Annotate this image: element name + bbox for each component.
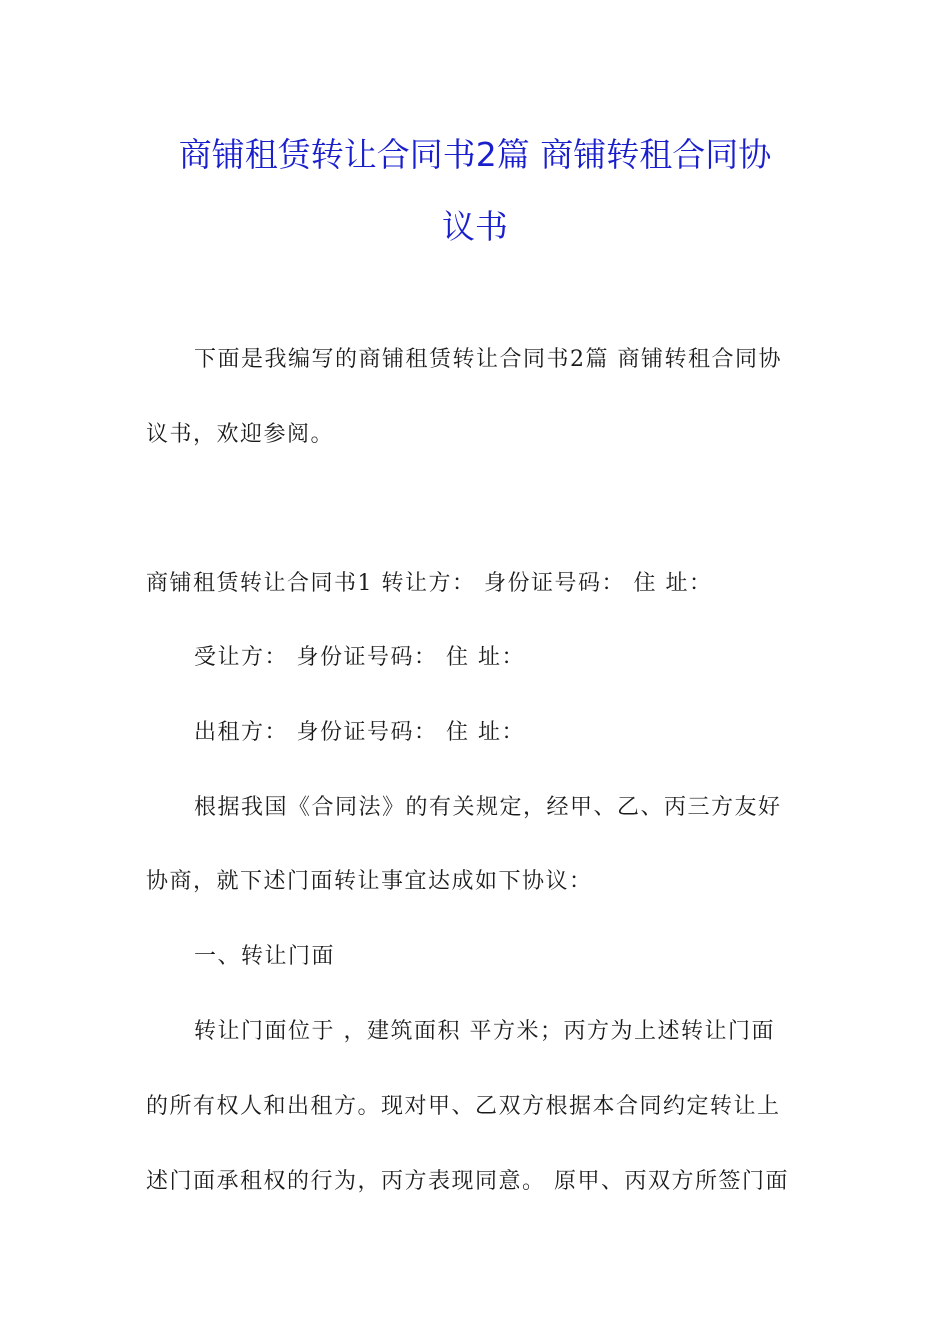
clause-line-3: 述门面承租权的行为，丙方表现同意。 原甲、丙双方所签门面 xyxy=(146,1169,789,1194)
document-title-line-2: 议书 xyxy=(442,207,508,246)
clause-line-2: 的所有权人和出租方。现对甲、乙双方根据本合同约定转让上 xyxy=(146,1094,781,1119)
lessor-line: 出租方： 身份证号码： 住 址： xyxy=(194,720,525,745)
transferee-line: 受让方： 身份证号码： 住 址： xyxy=(194,645,525,670)
section-heading-1: 一、转让门面 xyxy=(194,944,336,969)
intro-line-2: 议书，欢迎参阅。 xyxy=(146,422,335,447)
basis-line-1: 根据我国《合同法》的有关规定，经甲、乙、丙三方友好 xyxy=(194,795,782,820)
clause-line-1: 转让门面位于 ，建筑面积 平方米；丙方为上述转让门面 xyxy=(194,1019,775,1044)
contract-heading-parties: 商铺租赁转让合同书1 转让方： 身份证号码： 住 址： xyxy=(146,571,713,596)
basis-line-2: 协商，就下述门面转让事宜达成如下协议： xyxy=(146,869,593,894)
document-title-line-1: 商铺租赁转让合同书2篇 商铺转租合同协 xyxy=(178,135,772,174)
intro-line-1: 下面是我编写的商铺租赁转让合同书2篇 商铺转租合同协 xyxy=(194,347,782,372)
